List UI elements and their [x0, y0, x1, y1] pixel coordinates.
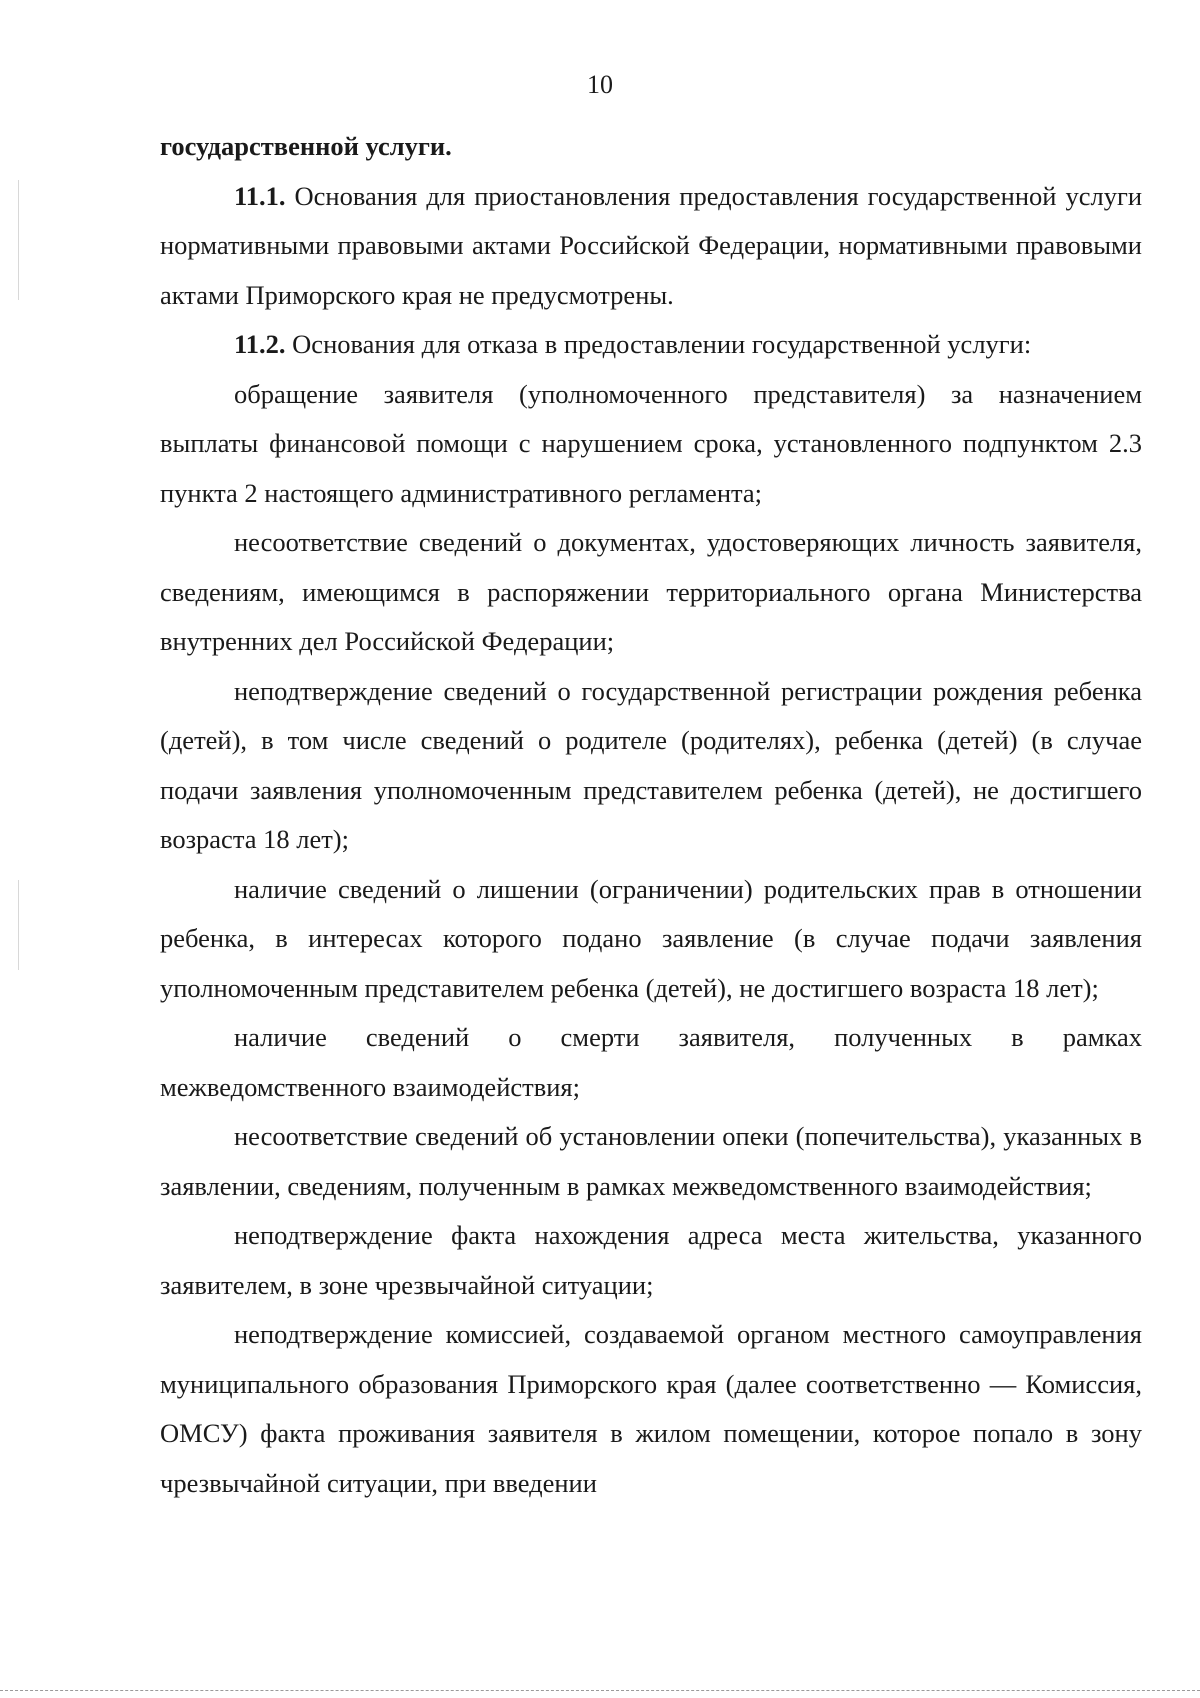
paragraph-11-1-label: 11.1. [234, 180, 286, 211]
scan-margin-mark [18, 880, 19, 970]
paragraph-11-2-text: Основания для отказа в предоставлении государственной услуги: [292, 329, 1032, 359]
ground-parental-rights-deprivation: наличие сведений о лишении (ограничении) родительских прав в отношении ребенка, в интересах которого подано заявление (в случае подачи заявления уполномоченным представителем ребенка (детей), не достигшего возраста 18 лет); [160, 873, 1142, 1003]
paragraph-11-2-label: 11.2. [234, 329, 286, 359]
scan-bottom-edge [0, 1690, 1200, 1691]
ground-late-application: обращение заявителя (уполномоченного представителя) за назначением выплаты финансовой помощи с нарушением срока, установленного подпунктом 2.3 пункта 2 настоящего административного регламента; [160, 378, 1142, 508]
scan-margin-mark [18, 180, 19, 300]
page-number: 10 [587, 70, 613, 99]
paragraph-11-2 [160, 320, 1142, 370]
document-body [160, 122, 1142, 1508]
paragraph-11-1 [160, 172, 1142, 321]
ground-applicant-death: наличие сведений о смерти заявителя, полученных в рамках межведомственного взаимодействия; [160, 1022, 1142, 1102]
paragraph-11-1-text: Основания для приостановления предоставления государственной услуги нормативными правовыми актами Российской Федерации, нормативными правовыми актами Приморского края не предусмотрены. [160, 180, 1142, 310]
ground-identity-mismatch: несоответствие сведений о документах, удостоверяющих личность заявителя, сведениям, имеющимся в распоряжении территориального органа Министерства внутренних дел Российской Федерации; [160, 527, 1142, 656]
ground-address-not-in-emergency-zone: неподтверждение факта нахождения адреса места жительства, указанного заявителем, в зоне чрезвычайной ситуации; [160, 1220, 1142, 1300]
ground-commission-residence-unconfirmed: неподтверждение комиссией, создаваемой органом местного самоуправления муниципального образования Приморского края (далее соответственно — Комиссия, ОМСУ) факта проживания заявителя в жилом помещении, которое попало в зону чрезвычайной ситуации, при введении [160, 1319, 1142, 1498]
ground-birth-registration-unconfirmed: неподтверждение сведений о государственной регистрации рождения ребенка (детей), в том числе сведений о родителе (родителях), ребенка (детей) (в случае подачи заявления уполномоченным представителем ребенка (детей), не достигшего возраста 18 лет); [160, 675, 1142, 854]
heading-continuation: государственной услуги. [160, 131, 452, 161]
ground-guardianship-mismatch: несоответствие сведений об установлении опеки (попечительства), указанных в заявлении, сведениям, полученным в рамках межведомственного взаимодействия; [160, 1121, 1142, 1201]
